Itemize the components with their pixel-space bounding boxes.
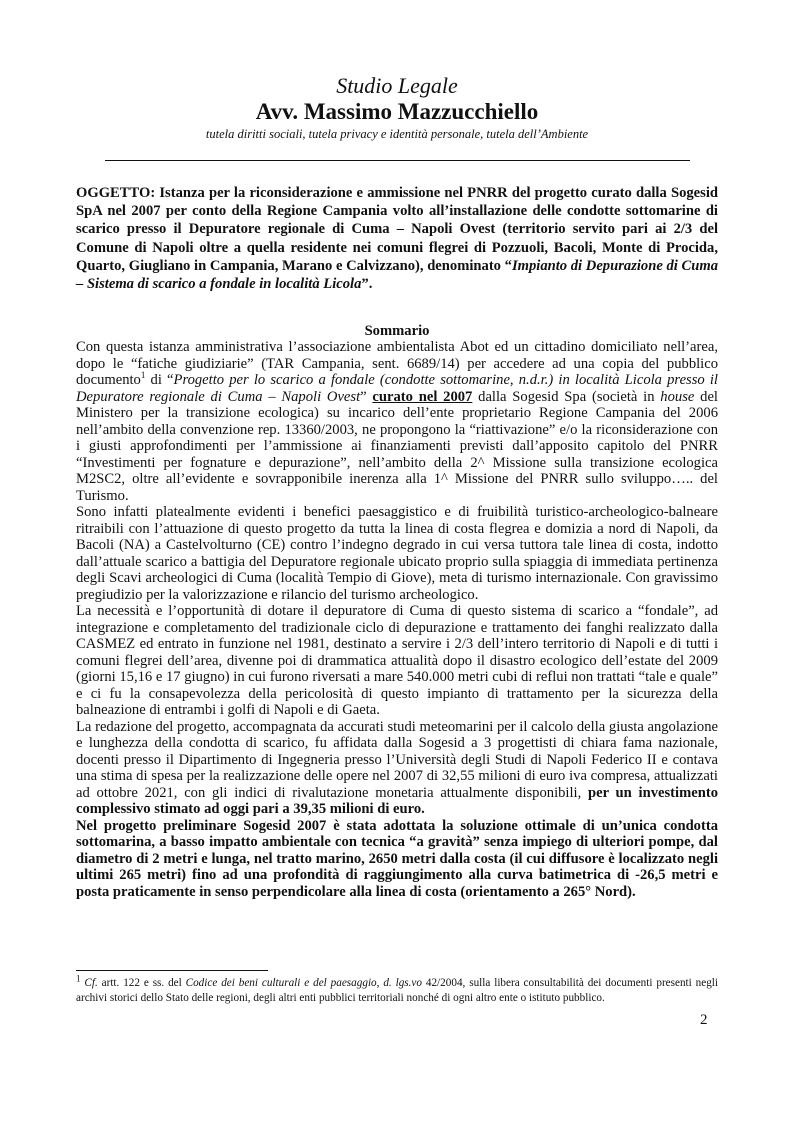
footnote-text-a: artt. 122 e ss. del: [97, 977, 186, 989]
letterhead-name: Avv. Massimo Mazzucchiello: [255, 99, 539, 124]
subject-end: ”.: [361, 276, 373, 293]
footnote-number: 1: [76, 973, 81, 984]
footnote-ref: 1: [140, 370, 146, 381]
summary-body: [76, 339, 718, 900]
p4-text: La redazione del progetto, accompagnata da accurati studi meteomarini per il calcolo della giusta angolazione e lunghezza della condotta di scarico, fu affidata dalla Sogesid a 3 progettisti di chiara fama nazionale, docenti presso il Dipartimento di Ingegneria presso l’Università degli Studi di Napoli Federico II e contava una stima di spesa per la realizzazione delle opere nel 2007 di 32,55 milioni di euro iva compresa, attualizzati ad ottobre 2021, con gli indici di rivalutazione monetaria attualmente disponibili,: [76, 718, 718, 801]
letterhead-title: Studio Legale: [336, 73, 458, 98]
subject-italic: Impianto di Depurazione di Cuma – Sistema di scarico a fondale in località Licola: [76, 257, 718, 293]
page-number: 2: [700, 1012, 708, 1028]
footnote-cf: Cf.: [80, 977, 98, 989]
footnote-text-b: 42/2004, sulla libera consultabilità dei documenti presenti negli archivi storici dello Stato delle regioni, degli altri enti pubblici territoriali nonché di ogni altro ente o istituto pubblico.: [76, 977, 719, 1004]
p1-text-e: del Ministero per la transizione ecologica) su incarico dell’ente proprietario Regione Campania del 2006 nell’ambito della convenzione rep. 13360/2003, ne propongono la “riattivazione” e/o la riconsiderazione con i giusti approfondimenti per l’ammissione ai finanziamenti previsti dall’apposito capitolo del PNRR “Investimenti per fognature e depurazione”, nell’ambito della 2^ Missione sulla transizione ecologica M2SC2, oltre all’evidente e sovrapponibile inerenza alla 1^ Missione del PNRR sullo sviluppo….. del Turismo.: [76, 388, 718, 504]
paragraph-5: Nel progetto preliminare Sogesid 2007 è stata adottata la soluzione ottimale di un’unica condotta sottomarina, a basso impatto ambientale con tecnica “a gravità” senza impiego di ulteriori pompe, dal diametro di 2 metri e lunga, nel tratto marino, 2650 metri dalla costa (il cui diffusore è localizzato negli ultimi 265 metri) fino ad una profondità di raggiungimento alla curva batimetrica di -26,5 metri e posta praticamente in senso perpendicolare alla linea di costa (orientamento a 265° Nord).: [76, 817, 718, 900]
p1-italic-house: house: [660, 388, 695, 405]
p1-text-c: ”: [360, 388, 373, 405]
p4-bold: per un investimento complessivo stimato ad oggi pari a 39,35 milioni di euro.: [76, 784, 718, 817]
footnote-italic: Codice dei beni culturali e del paesaggio, d. lgs.vo: [185, 977, 422, 989]
paragraph-1: [76, 339, 718, 504]
p1-underlined: curato nel 2007: [372, 388, 473, 405]
paragraph-4: [76, 719, 718, 818]
p1-italic-title: Progetto per lo scarico a fondale (condotte sottomarine, n.d.r.) in località Licola presso il Depuratore regionale di Cuma – Napoli Ovest: [76, 372, 718, 405]
paragraph-3: La necessità e l’opportunità di dotare il depuratore di Cuma di questo sistema di scarico a “fondale”, ad integrazione e completamento del tradizionale ciclo di depurazione e trattamento dei fanghi realizzato dalla CASMEZ ed entrato in funzione nel 1981, destinato a servire i 2/3 dell’intero territorio di Napoli e di tutti i comuni flegrei dell’area, divenne poi di drammatica attualità dopo il disastro ecologico dell’estate del 2009 (giorni 15,16 e 17 giugno) in cui furono riversati a mare 540.000 metri cubi di reflui non trattati “tale e quale” e ci fu la consapevolezza della pericolosità di questo impianto di trattamento per la sicurezza della balneazione di entrambi i golfi di Napoli e di Gaeta.: [76, 603, 718, 718]
p1-text-d: dalla Sogesid Spa (società in: [472, 388, 661, 405]
p1-text-a: Con questa istanza amministrativa l’associazione ambientalista Abot ed un cittadino domiciliato nell’area, dopo le “fatiche giudiziarie” (TAR Campania, sent. 6689/14) per accedere ad una copia del pubblico documento: [76, 339, 718, 388]
footnote: [76, 973, 719, 1006]
letterhead-tagline: tutela diritti sociali, tutela privacy e identità personale, tutela dell’Ambiente: [205, 127, 589, 141]
subject-paragraph: [76, 184, 718, 293]
paragraph-2: Sono infatti platealmente evidenti i benefici paesaggistico e di fruibilità turistico-archeologico-balneare ritraibili con l’attuazione di questo progetto da tutta la linea di costa flegrea e domizia a nord di Napoli, da Bacoli (NA) a Castelvolturno (CE) contro l’indegno degrado in cui versa tuttora tale linea di costa, indotto dall’attuale scarico a battigia del Depuratore regionale ubicato proprio sulla spiaggia di immediata pertinenza degli Scavi archeologici di Cuma (località Tempio di Giove), meta di turismo internazionale. Con gravissimo pregiudizio per la valorizzazione e rilancio del turismo archeologico.: [76, 504, 718, 603]
footnote-divider: [76, 970, 268, 971]
subject-text: OGGETTO: Istanza per la riconsiderazione e ammissione nel PNRR del progetto curato dalla Sogesid SpA nel 2007 per conto della Regione Campania volto all’installazione delle condotte sottomarine di scarico presso il Depuratore regionale di Cuma – Napoli Ovest (territorio servito pari ai 2/3 del Comune di Napoli oltre a quella residente nei comuni flegrei di Pozzuoli, Bacoli, Monte di Procida, Quarto, Giugliano in Campania, Marano e Calvizzano), denominato “: [76, 185, 718, 274]
p1-text-b: di “: [145, 372, 174, 388]
summary-heading: Sommario: [364, 323, 430, 339]
header-divider: [105, 160, 690, 161]
